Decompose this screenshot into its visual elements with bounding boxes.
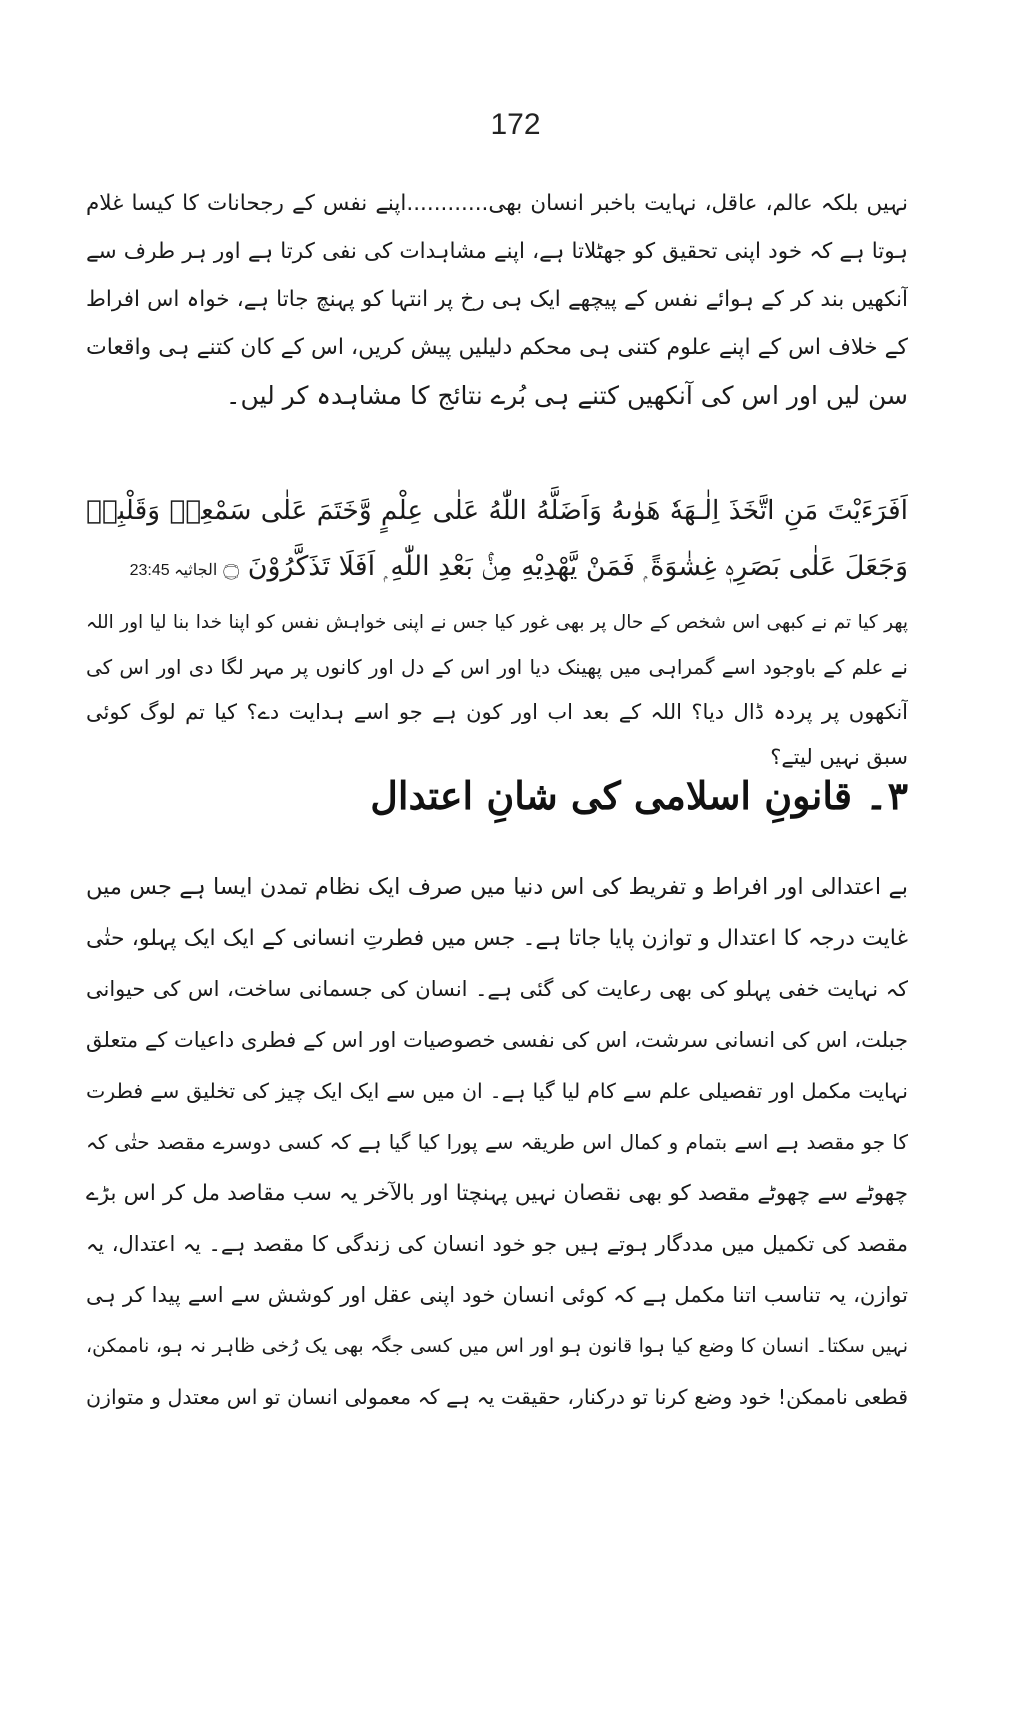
section-heading: ۳۔ قانونِ اسلامی کی شانِ اعتدال: [370, 773, 908, 818]
text-line: مقصد کی تکمیل میں مددگار ہوتے ہیں جو خود انسان کی زندگی کا مقصد ہے۔ یہ اعتدال، یہ: [86, 1232, 908, 1256]
verse-translation: [86, 600, 908, 780]
text-line: نہیں سکتا۔ انسان کا وضع کیا ہوا قانون ہو اور اس میں کسی جگہ بھی یک رُخی ظاہر نہ ہو، ناممکن،: [86, 1335, 908, 1357]
intro-paragraph: [86, 180, 908, 420]
text-line: توازن، یہ تناسب اتنا مکمل ہے کہ کوئی انسان خود اپنی عقل اور کوشش سے اسے پیدا کر ہی: [86, 1283, 908, 1307]
verse-line: وَجَعَلَ عَلٰى بَصَرِهٖ غِشٰوَةً ۭ فَمَنْ يَّهْدِيْهِ مِنْۢ بَعْدِ اللّٰهِ ۭ اَفَلَا تَذَكَّرُوْنَ ۝: [223, 551, 908, 582]
verse-line-with-reference: [86, 539, 908, 595]
text-line: کا جو مقصد ہے اسے بتمام و کمال اس طریقہ سے پورا کیا گیا ہے کہ کسی دوسرے مقصد حتٰی کہ: [86, 1130, 908, 1154]
text-line: ہوتا ہے کہ خود اپنی تحقیق کو جھٹلاتا ہے، اپنے مشاہدات کی نفی کرتا ہے اور ہر طرف سے: [86, 239, 908, 264]
text-line: بے اعتدالی اور افراط و تفریط کی اس دنیا میں صرف ایک نظام تمدن ایسا ہے جس میں: [86, 874, 908, 900]
text-line: چھوٹے سے چھوٹے مقصد کو بھی نقصان نہیں پہنچتا اور بالآخر یہ سب مقاصد مل کر اس بڑے: [86, 1181, 908, 1206]
text-line: کے خلاف اس کے اپنے علوم کتنی ہی محکم دلیلیں پیش کریں، اس کے کان کتنے ہی واقعات: [86, 335, 908, 360]
text-line: نہایت مکمل اور تفصیلی علم سے کام لیا گیا ہے۔ ان میں سے ایک ایک چیز کی تخلیق سے فطرت: [86, 1079, 908, 1103]
text-line: غایت درجہ کا اعتدال و توازن پایا جاتا ہے۔ جس میں فطرتِ انسانی کے ایک ایک پہلو، حتٰی: [86, 926, 908, 951]
quran-verse: [86, 483, 908, 595]
section-paragraph: [86, 862, 908, 1423]
text-line: نہیں بلکہ عالم، عاقل، نہایت باخبر انسان بھی............اپنے نفس کے رجحانات کا کیسا غلام: [86, 191, 908, 216]
verse-reference: الجاثیہ 23:45: [129, 562, 218, 579]
text-line: جبلت، اس کی انسانی سرشت، اس کی نفسی خصوصیات اور اس کے فطری داعیات کے متعلق: [86, 1028, 908, 1052]
page-number: 172: [490, 108, 541, 141]
verse-line: اَفَرَءَیْتَ مَنِ اتَّخَذَ اِلٰـھَهٗ ھَوٰىهُ وَاَضَلَّهُ اللّٰهُ عَلٰى عِلْمٍ وَّخَتَمَ عَلٰى سَمْعِهٖ وَقَلْبِهٖ: [86, 495, 908, 526]
text-line: آنکھیں بند کر کے ہوائے نفس کے پیچھے ایک ہی رخ پر انتہا کو پہنچ جاتا ہے، خواہ اس افراط: [86, 287, 908, 312]
translation-line: آنکھوں پر پردہ ڈال دیا؟ اللہ کے بعد اب اور کون ہے جو اسے ہدایت دے؟ کیا تم لوگ کوئی: [86, 700, 908, 724]
text-line: سن لیں اور اس کی آنکھیں کتنے ہی بُرے نتائج کا مشاہدہ کر لیں۔: [225, 381, 908, 410]
translation-line: پھر کیا تم نے کبھی اس شخص کے حال پر بھی غور کیا جس نے اپنی خواہش نفس کو اپنا خدا بنا لیا اور اللہ: [86, 612, 908, 633]
translation-line: نے علم کے باوجود اسے گمراہی میں پھینک دیا اور اس کے دل اور کانوں پر مہر لگا دی اور اس کی: [86, 655, 908, 679]
text-line: قطعی ناممکن! خود وضع کرنا تو درکنار، حقیقت یہ ہے کہ معمولی انسان تو اس معتدل و متوازن: [86, 1385, 908, 1409]
translation-line: سبق نہیں لیتے؟: [770, 745, 908, 769]
text-line: کہ نہایت خفی پہلو کی بھی رعایت کی گئی ہے۔ انسان کی جسمانی ساخت، اس کی حیوانی: [86, 977, 908, 1001]
